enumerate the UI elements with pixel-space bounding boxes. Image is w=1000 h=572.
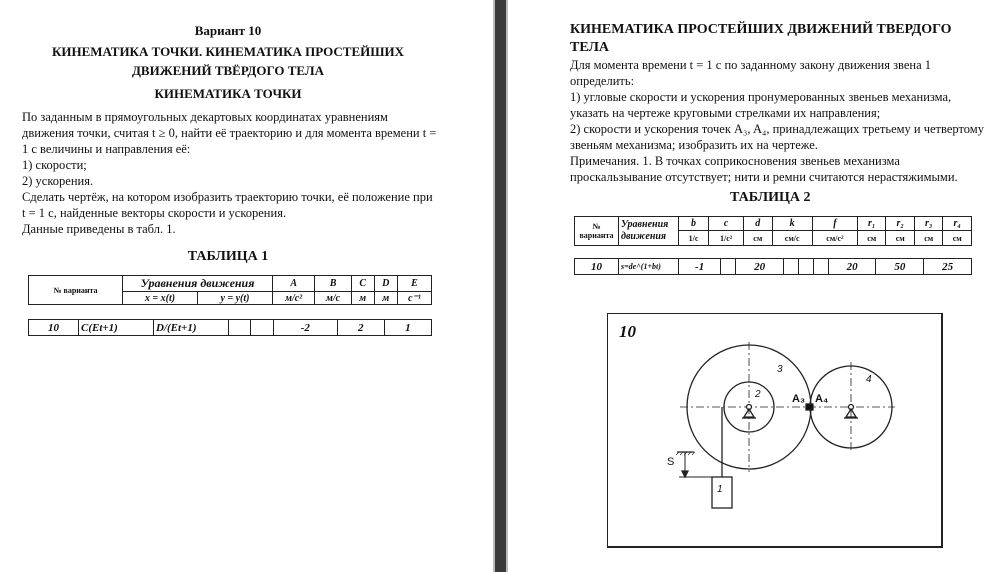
h-unit: см: [943, 231, 972, 246]
h-col: d: [744, 217, 773, 231]
h-col: C: [351, 276, 374, 292]
body-line: указать на чертеже круговыми стрелками их направления;: [570, 106, 881, 120]
label-1: 1: [717, 484, 723, 495]
h-eq: Уравнения движения: [619, 217, 679, 246]
h-unit: см: [886, 231, 915, 246]
h-unit: м: [374, 292, 397, 305]
figure-number: 10: [619, 322, 636, 341]
label-2: 2: [755, 389, 761, 400]
body-line: проскальзывание отсутствует; нити и ремни считаются нерастяжимыми.: [570, 170, 958, 184]
h-y: y = y(t): [198, 292, 273, 305]
h-unit: м: [351, 292, 374, 305]
h-variant: № варианта: [575, 217, 619, 246]
label-a4: A₄: [815, 393, 829, 405]
h-col: r₃: [914, 217, 943, 231]
h-col: A: [273, 276, 315, 292]
h-col: c: [709, 217, 744, 231]
h-unit: см/с²: [812, 231, 857, 246]
cell: 1: [384, 320, 431, 336]
h-col: b: [679, 217, 709, 231]
cell: 50: [876, 259, 924, 275]
h-unit: см: [744, 231, 773, 246]
body-line: 2) скорости и ускорения точек A₃, A₄, принадлежащих третьему и четвертому: [570, 122, 984, 136]
h-col: D: [374, 276, 397, 292]
h-col: r₂: [886, 217, 915, 231]
body-line: 2) ускорения.: [22, 174, 94, 188]
body-line: движения точки, считая t ≥ 0, найти её траекторию и для момента времени t =: [22, 126, 437, 140]
body-line: звеньям механизма; изобразить их на чертеже.: [570, 138, 818, 152]
label-4: 4: [866, 374, 872, 385]
h-variant: № варианта: [29, 276, 123, 305]
h-unit: 1/с: [679, 231, 709, 246]
cell: 25: [924, 259, 972, 275]
table1-title: ТАБЛИЦА 1: [187, 249, 269, 264]
h-unit: см: [914, 231, 943, 246]
h-unit: см/с: [772, 231, 812, 246]
body-line: Данные приведены в табл. 1.: [22, 222, 176, 236]
cell: 10: [575, 259, 619, 275]
right-heading-line1: КИНЕМАТИКА ПРОСТЕЙШИХ ДВИЖЕНИЙ ТВЕРДОГО: [570, 22, 952, 37]
h-unit: м/с: [315, 292, 352, 305]
h-col: k: [772, 217, 812, 231]
cell: C(Et+1): [79, 320, 154, 336]
heading-line1: КИНЕМАТИКА ТОЧКИ. КИНЕМАТИКА ПРОСТЕЙШИХ: [51, 44, 405, 59]
body-line: 1) скорости;: [22, 158, 87, 172]
right-heading-line2: ТЕЛА: [570, 40, 610, 55]
body-line: t = 1 с, найденные векторы скорости и ускорения.: [22, 206, 287, 220]
h-unit: м/с²: [273, 292, 315, 305]
heading-line2: ДВИЖЕНИЙ ТВЁРДОГО ТЕЛА: [131, 63, 324, 78]
h-unit: с⁻¹: [398, 292, 432, 305]
cell: -2: [273, 320, 337, 336]
body-line: определить:: [570, 74, 635, 88]
label-s: S: [667, 456, 675, 468]
h-eq: Уравнения движения: [123, 276, 273, 292]
h-col: B: [315, 276, 352, 292]
cell: D/(Et+1): [154, 320, 229, 336]
subheading: КИНЕМАТИКА ТОЧКИ: [154, 86, 302, 101]
cell: 20: [828, 259, 876, 275]
body-line: Примечания. 1. В точках соприкосновения звеньев механизма: [570, 154, 900, 168]
body-line: Сделать чертёж, на котором изобразить траекторию точки, её положение при: [22, 190, 433, 204]
cell: 10: [29, 320, 79, 336]
cell: s=de^(1+bt): [619, 259, 679, 275]
body-line: 1 с величины и направления её:: [22, 142, 191, 156]
body-line: По заданным в прямоугольных декартовых координатах уравнениям: [22, 110, 388, 124]
h-unit: см: [857, 231, 886, 246]
label-3: 3: [777, 364, 783, 375]
table2-title: ТАБЛИЦА 2: [730, 190, 811, 205]
variant-title: Вариант 10: [194, 23, 262, 38]
h-col: r₄: [943, 217, 972, 231]
label-a3: A₃: [792, 393, 806, 405]
point-a3a4: [806, 404, 813, 410]
body-line: Для момента времени t = 1 с по заданному закону движения звена 1: [570, 58, 932, 72]
cell: -1: [679, 259, 721, 275]
h-col: f: [812, 217, 857, 231]
h-col: E: [398, 276, 432, 292]
body-line: 1) угловые скорости и ускорения пронумерованных звеньев механизма,: [570, 90, 952, 104]
h-unit: 1/с²: [709, 231, 744, 246]
cell: 20: [736, 259, 784, 275]
h-col: r₁: [857, 217, 886, 231]
cell: 2: [337, 320, 384, 336]
h-x: x = x(t): [123, 292, 198, 305]
